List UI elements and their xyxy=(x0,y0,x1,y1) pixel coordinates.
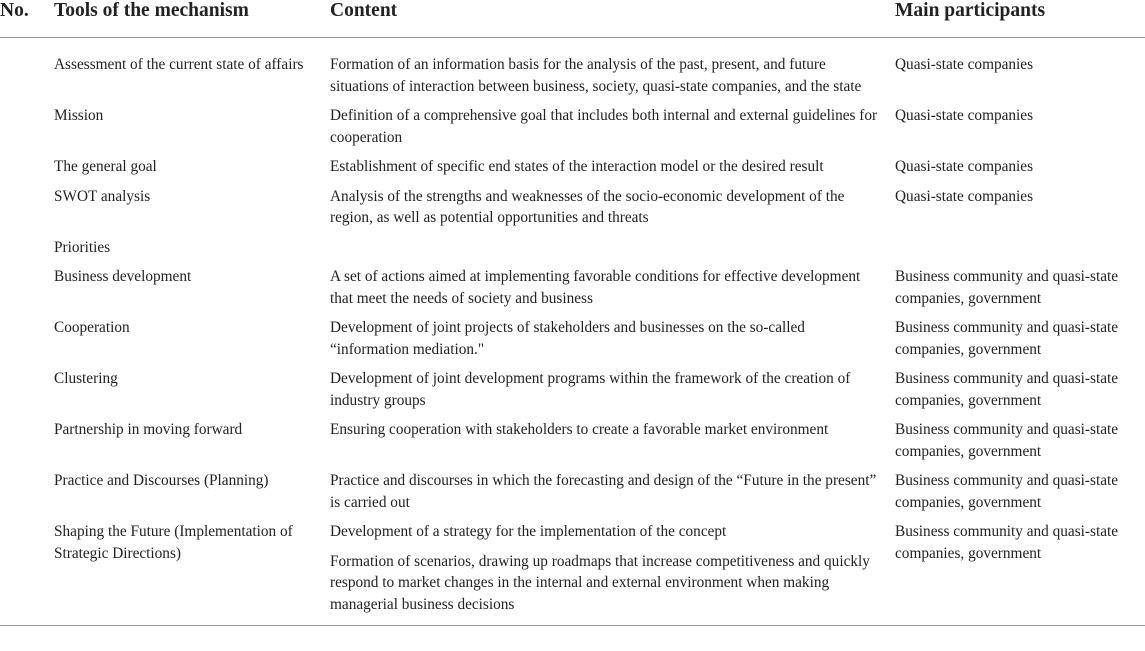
header-participants: Main participants xyxy=(895,0,1145,38)
content-cell xyxy=(330,105,895,156)
tool-cell: The general goal xyxy=(54,158,157,175)
participants-cell: Quasi-state companies xyxy=(895,56,1034,73)
table-row xyxy=(0,419,1145,470)
row-number-cell xyxy=(0,521,54,626)
table-row xyxy=(0,521,1145,626)
table-row xyxy=(0,317,1145,368)
row-number-cell xyxy=(0,237,54,267)
content-cell xyxy=(330,317,895,368)
header-content: Content xyxy=(330,0,895,38)
row-number-cell xyxy=(0,38,54,106)
header-tool: Tools of the mechanism xyxy=(54,0,330,38)
content-paragraph: Practice and discourses in which the forecasting and design of the “Future in the present” is carried out xyxy=(330,472,877,511)
participants-cell: Business community and quasi-state companies, government xyxy=(895,521,1145,626)
table-row xyxy=(0,237,1145,267)
content-cell xyxy=(330,521,895,626)
row-number-cell xyxy=(0,105,54,156)
header-no: No. xyxy=(0,0,54,38)
content-paragraph: Development of joint development programs within the framework of the creation of industry groups xyxy=(330,370,851,409)
content-cell xyxy=(330,266,895,317)
participants-cell: Quasi-state companies xyxy=(895,158,1034,175)
content-paragraph: Formation of scenarios, drawing up roadmaps that increase competitiveness and quickly respond to market changes in the internal and external environment when making managerial business decisions xyxy=(330,552,870,613)
participants-cell: Quasi-state companies xyxy=(895,187,1034,205)
table-row xyxy=(0,368,1145,419)
content-paragraph: Development of a strategy for the implementation of the concept xyxy=(330,523,727,540)
table-row xyxy=(0,156,1145,186)
content-paragraph: Analysis of the strengths and weaknesses of the socio-economic development of the region, as well as potential opportunities and threats xyxy=(330,187,845,226)
row-number-cell xyxy=(0,470,54,521)
table-row xyxy=(0,470,1145,521)
content-paragraph: Definition of a comprehensive goal that includes both internal and external guidelines for cooperation xyxy=(330,107,878,146)
tool-cell: Priorities xyxy=(54,238,111,256)
participants-cell xyxy=(895,237,1145,267)
table-row xyxy=(0,105,1145,156)
tool-cell: Shaping the Future (Implementation of Strategic Directions) xyxy=(54,521,330,626)
row-number-cell xyxy=(0,156,54,186)
tool-cell: SWOT analysis xyxy=(54,187,151,205)
tool-cell: Assessment of the current state of affairs xyxy=(54,56,304,73)
tool-cell: Business development xyxy=(54,268,192,285)
content-cell xyxy=(330,237,895,267)
tool-cell: Practice and Discourses (Planning) xyxy=(54,472,269,489)
tool-cell: Cooperation xyxy=(54,319,130,336)
content-cell xyxy=(330,186,895,237)
tool-cell: Clustering xyxy=(54,370,118,387)
table-body xyxy=(0,38,1145,626)
row-number-cell xyxy=(0,266,54,317)
content-cell xyxy=(330,156,895,186)
tool-cell: Partnership in moving forward xyxy=(54,421,243,438)
content-paragraph: Formation of an information basis for the analysis of the past, present, and future situations of interaction between business, society, quasi-state companies, and the state xyxy=(330,56,862,95)
content-cell xyxy=(330,470,895,521)
row-number-cell xyxy=(0,368,54,419)
table-row xyxy=(0,38,1145,106)
table-row xyxy=(0,266,1145,317)
participants-cell: Business community and quasi-state companies, government xyxy=(895,421,1119,460)
content-cell xyxy=(330,38,895,106)
participants-cell: Business community and quasi-state companies, government xyxy=(895,268,1119,307)
content-paragraph: A set of actions aimed at implementing favorable conditions for effective development that meet the needs of society and business xyxy=(330,268,861,307)
content-paragraph: Ensuring cooperation with stakeholders to create a favorable market environment xyxy=(330,421,829,438)
row-number-cell xyxy=(0,317,54,368)
participants-cell: Business community and quasi-state companies, government xyxy=(895,472,1119,511)
participants-cell: Quasi-state companies xyxy=(895,107,1034,124)
content-cell xyxy=(330,368,895,419)
content-paragraph: Development of joint projects of stakeholders and businesses on the so-called “information mediation." xyxy=(330,319,805,358)
content-paragraph: Establishment of specific end states of the interaction model or the desired result xyxy=(330,158,824,175)
row-number-cell xyxy=(0,419,54,470)
row-number-cell xyxy=(0,186,54,237)
participants-cell: Business community and quasi-state companies, government xyxy=(895,319,1119,358)
header-row xyxy=(0,0,1145,38)
content-cell xyxy=(330,419,895,470)
table-row xyxy=(0,186,1145,237)
participants-cell: Business community and quasi-state companies, government xyxy=(895,370,1119,409)
tool-cell: Mission xyxy=(54,107,104,124)
